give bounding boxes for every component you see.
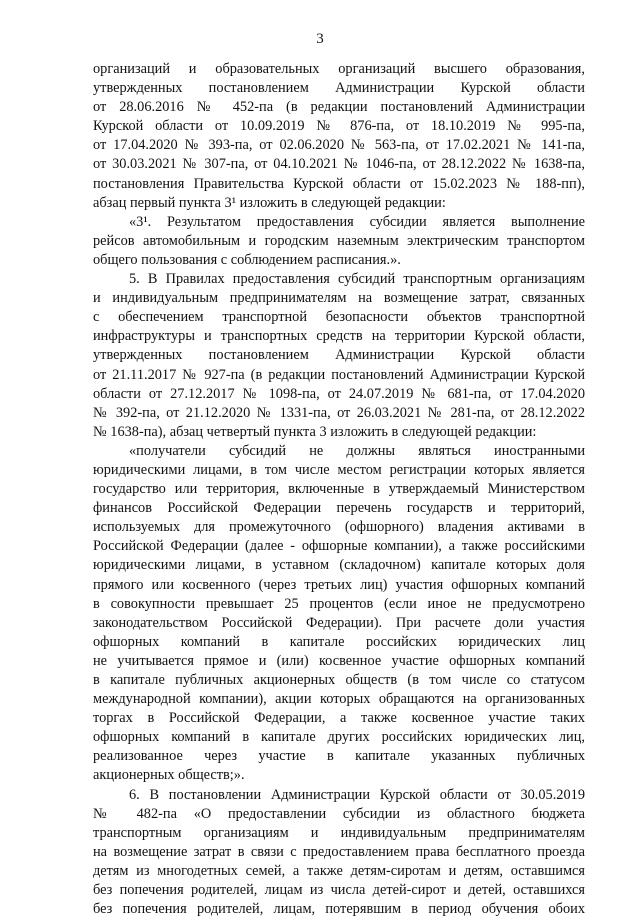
text-line: 6. В постановлении Администрации Курской области от 30.05.2019 xyxy=(129,786,585,803)
text-line: законодательством Российской Федерации). При расчете доли участия xyxy=(93,614,585,631)
text-line: прямого или косвенного (через третьих лиц) участия офшорных компаний xyxy=(93,576,585,593)
text-line: используемых для промежуточного (офшорного) владения активами в xyxy=(93,519,585,536)
text-line: в капитале публичных акционерных обществ (в том числе со статусом xyxy=(93,672,585,688)
paragraph-item-6 xyxy=(93,786,585,919)
text-line: юридическими лицами, в уставном (складочном) капитале которых доля xyxy=(93,557,585,574)
paragraph-quote-recipients xyxy=(93,442,585,786)
text-line: акционерных обществ;». xyxy=(93,767,245,784)
text-line: не учитывается прямое и (или) косвенное участие офшорных компаний xyxy=(93,652,585,669)
text-line: от 28.06.2016 № 452-па (в редакции постановлений Администрации xyxy=(93,99,585,116)
text-line: постановления Правительства Курской области от 15.02.2023 № 188-пп), xyxy=(93,175,585,192)
text-line: без попечения родителей, лицам из числа детей-сирот и детей, оставшихся xyxy=(93,882,585,899)
text-line: общего пользования с соблюдением расписания.». xyxy=(93,251,401,268)
text-line: реализованное через участие в капитале указанных публичных xyxy=(93,748,585,765)
text-line: инфраструктуры и транспортных средств на территории Курской области, xyxy=(93,328,585,345)
text-line: № 392-па, от 21.12.2020 № 1331-па, от 26.03.2021 № 281-па, от 28.12.2022 xyxy=(93,404,585,421)
text-line: без попечения родителей, лицам, потерявшим в период обучения обоих xyxy=(93,901,585,918)
text-line: утвержденных постановлением Администрации Курской области xyxy=(93,347,585,364)
text-line: транспортным организациям и индивидуальным предпринимателям xyxy=(93,824,585,841)
paragraph-intro xyxy=(93,60,585,213)
text-line: финансов Российской Федерации перечень государств и территорий, xyxy=(93,500,585,517)
text-line: международной компании), акции которых обращаются на организованных xyxy=(93,691,585,708)
text-line: от 30.03.2021 № 307-па, от 04.10.2021 № 1046-па, от 28.12.2022 № 1638-па, xyxy=(93,156,585,173)
text-line: № 1638-па), абзац четвертый пункта 3 изложить в следующей редакции: xyxy=(93,423,537,440)
text-line: Российской Федерации (далее - офшорные компании), а также российскими xyxy=(93,538,585,555)
page-number: 3 xyxy=(316,31,324,47)
text-line: торгах в Российской Федерации, а также косвенное участие таких xyxy=(93,710,585,727)
text-line: № 482-па «О предоставлении субсидии из областного бюджета xyxy=(93,805,585,822)
text-line: области от 27.12.2017 № 1098-па, от 24.07.2019 № 681-па, от 17.04.2020 xyxy=(93,385,585,402)
text-line: офшорных компаний в капитале российских юридических лиц xyxy=(93,633,585,650)
text-line: с обеспечением транспортной безопасности объектов транспортной xyxy=(93,309,585,326)
text-line: юридическими лицами, в том числе местом регистрации которых является xyxy=(93,461,585,478)
text-line: организаций и образовательных организаций высшего образования, xyxy=(93,61,585,77)
text-line: от 21.11.2017 № 927-па (в редакции постановлений Администрации Курской xyxy=(93,366,585,383)
text-line: в совокупности превышает 25 процентов (если иное не предусмотрено xyxy=(93,595,585,612)
text-line: 5. В Правилах предоставления субсидий транспортным организациям xyxy=(129,271,585,288)
text-line: на возмещение затрат в связи с предоставлением права бесплатного проезда xyxy=(93,843,585,860)
text-line: утвержденных постановлением Администрации Курской области xyxy=(93,80,585,97)
text-line: и индивидуальным предпринимателям на возмещение затрат, связанных xyxy=(93,290,585,307)
text-line: государство или территория, включенные в утверждаемый Министерством xyxy=(93,481,585,498)
text-line: офшорных компаний в капитале других российских юридических лиц, xyxy=(93,729,585,746)
document-body xyxy=(93,60,585,919)
text-line: «получатели субсидий не должны являться иностранными xyxy=(129,442,585,459)
text-line: от 17.04.2020 № 393-па, от 02.06.2020 № 563-па, от 17.02.2021 № 141-па, xyxy=(93,137,585,154)
text-line: детям из многодетных семей, а также детям-сиротам и детям, оставшимся xyxy=(93,862,585,879)
text-line: «3¹. Результатом предоставления субсидии является выполнение xyxy=(129,213,585,230)
paragraph-item-5 xyxy=(93,270,585,442)
paragraph-quote-3-1 xyxy=(93,213,585,270)
text-line: абзац первый пункта 3¹ изложить в следующей редакции: xyxy=(93,194,446,211)
text-line: Курской области от 10.09.2019 № 876-па, от 18.10.2019 № 995-па, xyxy=(93,118,585,135)
text-line: рейсов автомобильным и городским наземным электрическим транспортом xyxy=(93,232,585,249)
